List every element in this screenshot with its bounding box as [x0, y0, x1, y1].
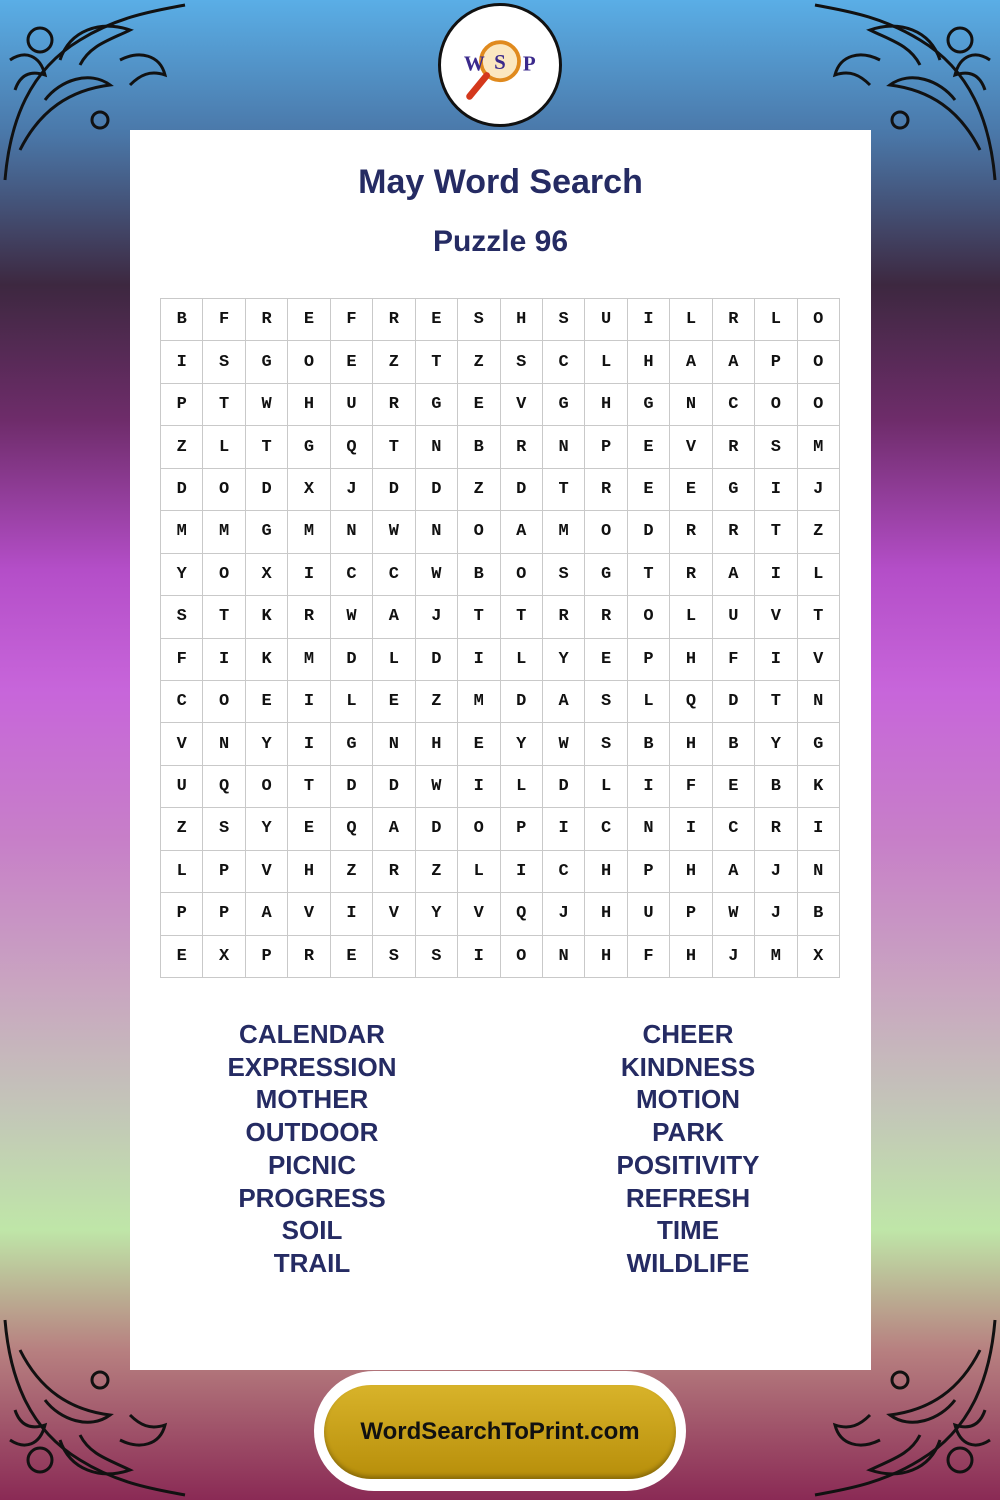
grid-cell[interactable]: A	[543, 681, 585, 723]
grid-cell[interactable]: R	[670, 511, 712, 553]
grid-cell[interactable]: P	[203, 851, 245, 893]
grid-cell[interactable]: R	[585, 596, 627, 638]
grid-cell[interactable]: G	[246, 511, 288, 553]
grid-cell[interactable]: L	[670, 596, 712, 638]
grid-cell[interactable]: D	[416, 469, 458, 511]
grid-cell[interactable]: I	[203, 639, 245, 681]
grid-cell[interactable]: W	[713, 893, 755, 935]
grid-cell[interactable]: I	[798, 808, 840, 850]
grid-cell[interactable]: O	[628, 596, 670, 638]
site-link-button[interactable]	[324, 1385, 676, 1479]
grid-cell[interactable]: H	[670, 936, 712, 978]
grid-cell[interactable]: C	[373, 554, 415, 596]
grid-cell[interactable]: R	[585, 469, 627, 511]
grid-cell[interactable]: R	[288, 596, 330, 638]
grid-cell[interactable]: A	[373, 808, 415, 850]
grid-cell[interactable]: O	[501, 554, 543, 596]
grid-cell[interactable]: Z	[798, 511, 840, 553]
grid-cell[interactable]: F	[628, 936, 670, 978]
grid-cell[interactable]: C	[713, 808, 755, 850]
grid-cell[interactable]: R	[373, 299, 415, 341]
grid-cell[interactable]: U	[713, 596, 755, 638]
grid-cell[interactable]: Z	[416, 681, 458, 723]
grid-cell[interactable]: H	[628, 341, 670, 383]
word-list-item: OUTDOOR	[245, 1117, 379, 1148]
grid-cell[interactable]: R	[543, 596, 585, 638]
grid-cell[interactable]: T	[798, 596, 840, 638]
grid-cell[interactable]: N	[331, 511, 373, 553]
grid-cell[interactable]: R	[373, 384, 415, 426]
grid-cell[interactable]: P	[501, 808, 543, 850]
grid-cell[interactable]: E	[331, 936, 373, 978]
word-list-item: SOIL	[281, 1215, 343, 1246]
grid-cell[interactable]: L	[798, 554, 840, 596]
grid-cell[interactable]: D	[373, 766, 415, 808]
grid-cell[interactable]: T	[755, 681, 797, 723]
grid-cell[interactable]: L	[373, 639, 415, 681]
puzzle-card	[130, 130, 871, 1370]
grid-cell[interactable]: T	[203, 596, 245, 638]
grid-cell[interactable]: N	[798, 681, 840, 723]
site-link-label: WordSearchToPrint.com	[360, 1418, 640, 1445]
grid-cell[interactable]: Y	[246, 723, 288, 765]
grid-cell[interactable]: S	[755, 426, 797, 468]
grid-cell[interactable]: E	[416, 299, 458, 341]
grid-cell[interactable]: I	[458, 639, 500, 681]
grid-cell[interactable]: D	[246, 469, 288, 511]
grid-cell[interactable]: G	[543, 384, 585, 426]
grid-cell[interactable]: W	[373, 511, 415, 553]
grid-cell[interactable]: N	[203, 723, 245, 765]
grid-cell[interactable]: M	[288, 511, 330, 553]
grid-cell[interactable]: P	[161, 893, 203, 935]
grid-cell[interactable]: R	[246, 299, 288, 341]
grid-cell[interactable]: I	[331, 893, 373, 935]
grid-cell[interactable]: A	[713, 851, 755, 893]
grid-cell[interactable]: F	[161, 639, 203, 681]
grid-cell[interactable]: B	[713, 723, 755, 765]
grid-cell[interactable]: H	[288, 384, 330, 426]
site-logo[interactable]	[438, 3, 562, 127]
logo-letter-w: W	[463, 51, 485, 76]
grid-cell[interactable]: L	[755, 299, 797, 341]
grid-cell[interactable]: X	[246, 554, 288, 596]
grid-cell[interactable]: I	[755, 554, 797, 596]
grid-cell[interactable]: K	[798, 766, 840, 808]
grid-cell[interactable]: P	[203, 893, 245, 935]
grid-cell[interactable]: A	[670, 341, 712, 383]
grid-cell[interactable]: G	[246, 341, 288, 383]
grid-cell[interactable]: E	[628, 426, 670, 468]
grid-cell[interactable]: Q	[331, 426, 373, 468]
grid-cell[interactable]: L	[458, 851, 500, 893]
grid-cell[interactable]: D	[373, 469, 415, 511]
footer-button-frame	[314, 1371, 686, 1491]
grid-cell[interactable]: L	[501, 766, 543, 808]
grid-cell[interactable]: Z	[416, 851, 458, 893]
grid-cell[interactable]: T	[246, 426, 288, 468]
grid-cell[interactable]: P	[628, 851, 670, 893]
grid-cell[interactable]: O	[501, 936, 543, 978]
grid-cell[interactable]: Z	[458, 341, 500, 383]
grid-cell[interactable]: W	[331, 596, 373, 638]
grid-cell[interactable]: Q	[331, 808, 373, 850]
grid-cell[interactable]: J	[416, 596, 458, 638]
grid-cell[interactable]: C	[543, 341, 585, 383]
grid-cell[interactable]: X	[798, 936, 840, 978]
grid-cell[interactable]: P	[585, 426, 627, 468]
grid-cell[interactable]: E	[628, 469, 670, 511]
grid-cell[interactable]: V	[670, 426, 712, 468]
word-list-left	[162, 1018, 462, 1280]
grid-cell[interactable]: S	[416, 936, 458, 978]
word-list-item: PROGRESS	[238, 1182, 386, 1213]
grid-cell[interactable]: S	[501, 341, 543, 383]
grid-cell[interactable]: Z	[458, 469, 500, 511]
grid-cell[interactable]: E	[246, 681, 288, 723]
grid-cell[interactable]: Y	[543, 639, 585, 681]
grid-cell[interactable]: Y	[246, 808, 288, 850]
grid-cell[interactable]: T	[458, 596, 500, 638]
grid-cell[interactable]: S	[458, 299, 500, 341]
grid-cell[interactable]: G	[416, 384, 458, 426]
grid-cell[interactable]: I	[288, 681, 330, 723]
word-list-item: REFRESH	[625, 1182, 751, 1213]
grid-cell[interactable]: I	[628, 299, 670, 341]
word-list-item: PICNIC	[267, 1149, 357, 1180]
grid-cell[interactable]: Q	[670, 681, 712, 723]
grid-cell[interactable]: Z	[161, 426, 203, 468]
word-list-right	[538, 1018, 838, 1280]
grid-cell[interactable]: U	[628, 893, 670, 935]
grid-cell[interactable]: U	[161, 766, 203, 808]
grid-cell[interactable]: O	[288, 341, 330, 383]
grid-cell[interactable]: I	[288, 723, 330, 765]
grid-cell[interactable]: F	[203, 299, 245, 341]
grid-cell[interactable]: L	[161, 851, 203, 893]
grid-cell[interactable]: O	[203, 681, 245, 723]
grid-cell[interactable]: P	[670, 893, 712, 935]
word-list-item: CHEER	[642, 1019, 734, 1049]
grid-cell[interactable]: C	[331, 554, 373, 596]
grid-cell[interactable]: D	[416, 639, 458, 681]
grid-cell[interactable]: S	[161, 596, 203, 638]
grid-cell[interactable]: K	[246, 639, 288, 681]
grid-cell[interactable]: H	[416, 723, 458, 765]
grid-cell[interactable]: T	[755, 511, 797, 553]
grid-cell[interactable]: H	[670, 639, 712, 681]
grid-cell[interactable]: S	[585, 723, 627, 765]
grid-cell[interactable]: B	[755, 766, 797, 808]
grid-cell[interactable]: G	[713, 469, 755, 511]
grid-cell[interactable]: E	[161, 936, 203, 978]
grid-cell[interactable]: I	[628, 766, 670, 808]
grid-cell[interactable]: D	[416, 808, 458, 850]
grid-cell[interactable]: O	[203, 554, 245, 596]
grid-cell[interactable]: B	[798, 893, 840, 935]
grid-cell[interactable]: E	[458, 384, 500, 426]
grid-cell[interactable]: I	[543, 808, 585, 850]
grid-cell[interactable]: Z	[331, 851, 373, 893]
grid-cell[interactable]: G	[798, 723, 840, 765]
grid-cell[interactable]: T	[373, 426, 415, 468]
grid-cell[interactable]: E	[373, 681, 415, 723]
grid-cell[interactable]: J	[798, 469, 840, 511]
grid-cell[interactable]: Y	[161, 554, 203, 596]
grid-cell[interactable]: N	[543, 426, 585, 468]
grid-cell[interactable]: I	[755, 469, 797, 511]
grid-cell[interactable]: A	[713, 341, 755, 383]
grid-cell[interactable]: C	[713, 384, 755, 426]
grid-cell[interactable]: E	[670, 469, 712, 511]
grid-cell[interactable]: V	[373, 893, 415, 935]
grid-cell[interactable]: B	[458, 426, 500, 468]
grid-cell[interactable]: H	[288, 851, 330, 893]
grid-cell[interactable]: H	[585, 936, 627, 978]
grid-cell[interactable]: V	[246, 851, 288, 893]
grid-cell[interactable]: G	[331, 723, 373, 765]
grid-cell[interactable]: R	[713, 426, 755, 468]
grid-cell[interactable]: E	[331, 341, 373, 383]
grid-cell[interactable]: T	[203, 384, 245, 426]
grid-cell[interactable]: R	[670, 554, 712, 596]
grid-cell[interactable]: L	[670, 299, 712, 341]
grid-cell[interactable]: E	[288, 299, 330, 341]
word-list-item: WILDLIFE	[626, 1247, 750, 1278]
grid-cell[interactable]: D	[501, 681, 543, 723]
grid-cell[interactable]: N	[416, 511, 458, 553]
grid-cell[interactable]: R	[501, 426, 543, 468]
grid-cell[interactable]: N	[670, 384, 712, 426]
grid-cell[interactable]: S	[543, 554, 585, 596]
grid-cell[interactable]: U	[585, 299, 627, 341]
grid-cell[interactable]: S	[585, 681, 627, 723]
word-list-item: TIME	[656, 1215, 720, 1246]
grid-cell[interactable]: C	[543, 851, 585, 893]
grid-cell[interactable]: V	[501, 384, 543, 426]
grid-cell[interactable]: F	[670, 766, 712, 808]
grid-cell[interactable]: M	[161, 511, 203, 553]
word-list-item: PARK	[652, 1117, 724, 1148]
grid-cell[interactable]: M	[288, 639, 330, 681]
grid-cell[interactable]: D	[331, 639, 373, 681]
grid-cell[interactable]: D	[501, 469, 543, 511]
grid-cell[interactable]: S	[203, 808, 245, 850]
grid-cell[interactable]: T	[416, 341, 458, 383]
word-list-item: POSITIVITY	[616, 1149, 760, 1180]
grid-cell[interactable]: J	[331, 469, 373, 511]
grid-cell[interactable]: T	[288, 766, 330, 808]
grid-cell[interactable]: R	[713, 511, 755, 553]
grid-cell[interactable]: W	[416, 766, 458, 808]
grid-cell[interactable]: E	[585, 639, 627, 681]
grid-cell[interactable]: E	[458, 723, 500, 765]
grid-cell[interactable]: U	[331, 384, 373, 426]
grid-cell[interactable]: H	[501, 299, 543, 341]
grid-cell[interactable]: L	[331, 681, 373, 723]
grid-cell[interactable]: V	[288, 893, 330, 935]
puzzle-subtitle: Puzzle 96	[432, 225, 569, 258]
grid-cell[interactable]: S	[543, 299, 585, 341]
grid-cell[interactable]: O	[585, 511, 627, 553]
grid-cell[interactable]: I	[501, 851, 543, 893]
grid-cell[interactable]: N	[628, 808, 670, 850]
grid-cell[interactable]: E	[288, 808, 330, 850]
grid-cell[interactable]: O	[798, 384, 840, 426]
grid-cell[interactable]: S	[373, 936, 415, 978]
grid-cell[interactable]: V	[458, 893, 500, 935]
grid-cell[interactable]: I	[458, 766, 500, 808]
grid-cell[interactable]: O	[458, 511, 500, 553]
grid-cell[interactable]: J	[755, 893, 797, 935]
grid-cell[interactable]: R	[373, 851, 415, 893]
grid-cell[interactable]: F	[713, 639, 755, 681]
grid-cell[interactable]: R	[288, 936, 330, 978]
grid-cell[interactable]: O	[203, 469, 245, 511]
letter-grid	[160, 298, 840, 978]
grid-cell[interactable]: H	[670, 851, 712, 893]
grid-cell[interactable]: Y	[501, 723, 543, 765]
logo-letter-s: S	[494, 49, 506, 74]
grid-cell[interactable]: T	[501, 596, 543, 638]
grid-cell[interactable]: T	[543, 469, 585, 511]
grid-cell[interactable]: W	[543, 723, 585, 765]
grid-cell[interactable]: H	[585, 384, 627, 426]
grid-cell[interactable]: A	[501, 511, 543, 553]
grid-cell[interactable]: C	[161, 681, 203, 723]
grid-cell[interactable]: V	[755, 596, 797, 638]
grid-cell[interactable]: I	[670, 808, 712, 850]
grid-cell[interactable]: N	[416, 426, 458, 468]
grid-cell[interactable]: I	[458, 936, 500, 978]
grid-cell[interactable]: I	[755, 639, 797, 681]
grid-cell[interactable]: V	[161, 723, 203, 765]
grid-cell[interactable]: O	[246, 766, 288, 808]
grid-cell[interactable]: S	[203, 341, 245, 383]
grid-cell[interactable]: N	[798, 851, 840, 893]
grid-cell[interactable]: Z	[373, 341, 415, 383]
grid-cell[interactable]: L	[628, 681, 670, 723]
grid-cell[interactable]: K	[246, 596, 288, 638]
grid-cell[interactable]: Y	[755, 723, 797, 765]
grid-cell[interactable]: O	[798, 341, 840, 383]
grid-cell[interactable]: M	[458, 681, 500, 723]
grid-cell[interactable]: M	[543, 511, 585, 553]
grid-cell[interactable]: G	[585, 554, 627, 596]
grid-cell[interactable]: A	[373, 596, 415, 638]
grid-cell[interactable]: E	[713, 766, 755, 808]
word-list-item: KINDNESS	[620, 1051, 756, 1082]
word-list-item: CALENDAR	[239, 1019, 385, 1049]
grid-cell[interactable]: A	[246, 893, 288, 935]
grid-cell[interactable]: H	[585, 851, 627, 893]
grid-cell[interactable]: R	[755, 808, 797, 850]
grid-cell[interactable]: H	[670, 723, 712, 765]
grid-cell[interactable]: W	[246, 384, 288, 426]
grid-cell[interactable]: R	[713, 299, 755, 341]
word-list-item: EXPRESSION	[227, 1051, 397, 1082]
grid-cell[interactable]: Y	[416, 893, 458, 935]
grid-cell[interactable]: X	[203, 936, 245, 978]
grid-cell[interactable]: D	[628, 511, 670, 553]
grid-cell[interactable]: J	[543, 893, 585, 935]
grid-cell[interactable]: A	[713, 554, 755, 596]
grid-cell[interactable]: V	[798, 639, 840, 681]
grid-cell[interactable]: Z	[161, 808, 203, 850]
grid-cell[interactable]: B	[458, 554, 500, 596]
grid-cell[interactable]: X	[288, 469, 330, 511]
grid-cell[interactable]: H	[585, 893, 627, 935]
grid-cell[interactable]: Q	[501, 893, 543, 935]
grid-cell[interactable]: G	[288, 426, 330, 468]
grid-cell[interactable]: O	[798, 299, 840, 341]
grid-cell[interactable]: L	[501, 639, 543, 681]
grid-cell[interactable]: M	[755, 936, 797, 978]
grid-cell[interactable]: O	[755, 384, 797, 426]
grid-cell[interactable]: C	[585, 808, 627, 850]
grid-cell[interactable]: J	[755, 851, 797, 893]
grid-cell[interactable]: P	[246, 936, 288, 978]
grid-cell[interactable]: M	[203, 511, 245, 553]
word-list-item: MOTION	[636, 1084, 740, 1115]
grid-cell[interactable]: J	[713, 936, 755, 978]
word-list-item: TRAIL	[273, 1247, 351, 1278]
grid-cell[interactable]: D	[161, 469, 203, 511]
grid-cell[interactable]: N	[373, 723, 415, 765]
grid-cell[interactable]: Q	[203, 766, 245, 808]
grid-cell[interactable]: L	[585, 766, 627, 808]
grid-cell[interactable]: L	[585, 341, 627, 383]
grid-cell[interactable]: I	[161, 341, 203, 383]
grid-cell[interactable]: P	[161, 384, 203, 426]
grid-cell[interactable]: F	[331, 299, 373, 341]
grid-cell[interactable]: D	[331, 766, 373, 808]
grid-cell[interactable]: M	[798, 426, 840, 468]
grid-cell[interactable]: P	[755, 341, 797, 383]
grid-cell[interactable]: B	[161, 299, 203, 341]
grid-cell[interactable]: L	[203, 426, 245, 468]
grid-cell[interactable]: T	[628, 554, 670, 596]
logo-letter-p: P	[522, 51, 536, 76]
grid-cell[interactable]: P	[628, 639, 670, 681]
grid-cell[interactable]: B	[628, 723, 670, 765]
word-list-item: MOTHER	[255, 1084, 369, 1115]
grid-cell[interactable]: N	[543, 936, 585, 978]
grid-cell[interactable]: G	[628, 384, 670, 426]
grid-cell[interactable]: I	[288, 554, 330, 596]
grid-cell[interactable]: D	[713, 681, 755, 723]
grid-cell[interactable]: D	[543, 766, 585, 808]
puzzle-title: May Word Search	[358, 163, 643, 201]
grid-cell[interactable]: W	[416, 554, 458, 596]
grid-cell[interactable]: O	[458, 808, 500, 850]
